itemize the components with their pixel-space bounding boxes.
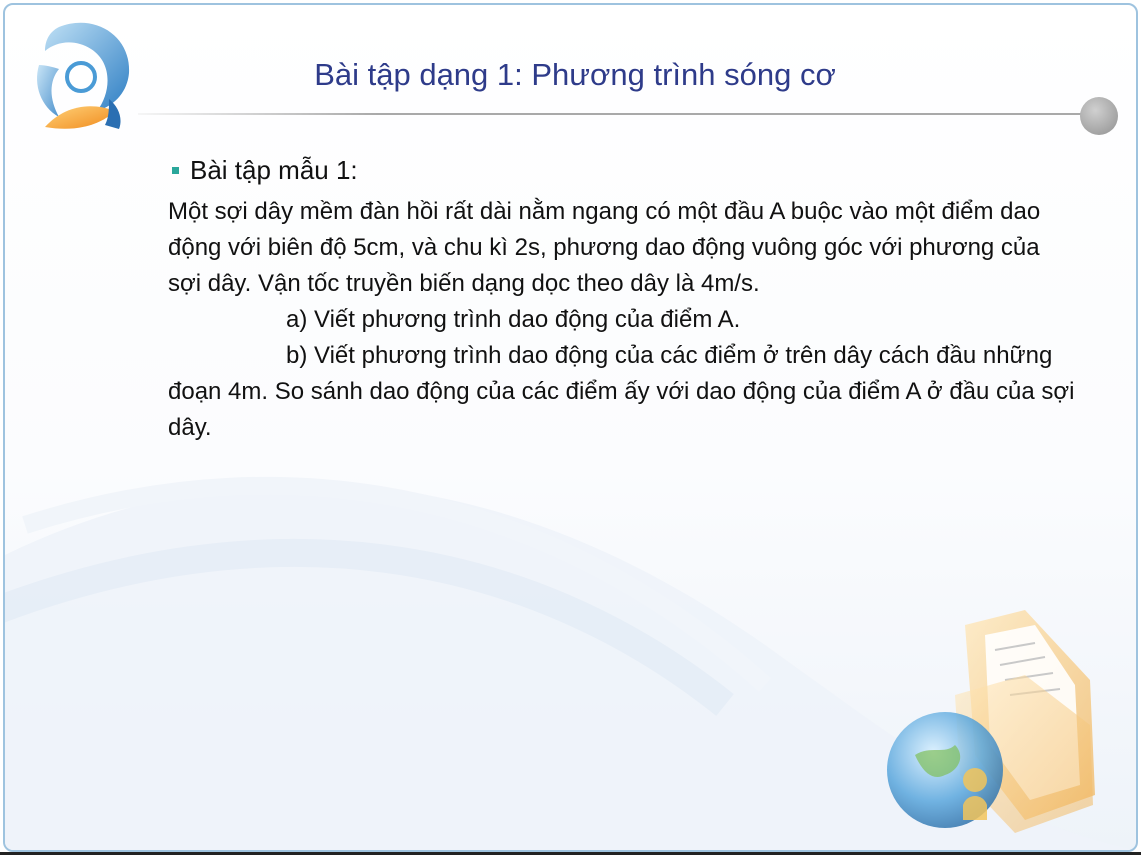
part-b-text (168, 338, 1078, 446)
bullet-square-icon (172, 167, 179, 174)
title-divider (138, 113, 1093, 115)
problem-text: Một sợi dây mềm đàn hồi rất dài nằm ngang có một đầu A buộc vào một điểm dao động với biên độ 5cm, và chu kì 2s, phương dao động vuông góc với phương của sợi dây. Vận tốc truyền biến dạng dọc theo dây là 4m/s. (168, 198, 1041, 297)
exercise-heading (172, 155, 1078, 186)
gray-circle-icon (1080, 97, 1118, 135)
slide (3, 3, 1138, 852)
blue-swirl-logo-icon (19, 15, 139, 140)
part-b-content: b) Viết phương trình dao động của các điểm ở trên dây cách đầu những đoạn 4m. So sánh dao động của các điểm ấy với dao động của điểm A ở đầu của sợi dây. (168, 342, 1075, 441)
part-a-text: a) Viết phương trình dao động của điểm A. (286, 306, 741, 333)
folder-globe-icon (875, 605, 1105, 835)
slide-title: Bài tập dạng 1: Phương trình sóng cơ (314, 57, 836, 92)
slide-content (168, 155, 1078, 446)
exercise-heading-text: Bài tập mẫu 1: (190, 155, 358, 185)
